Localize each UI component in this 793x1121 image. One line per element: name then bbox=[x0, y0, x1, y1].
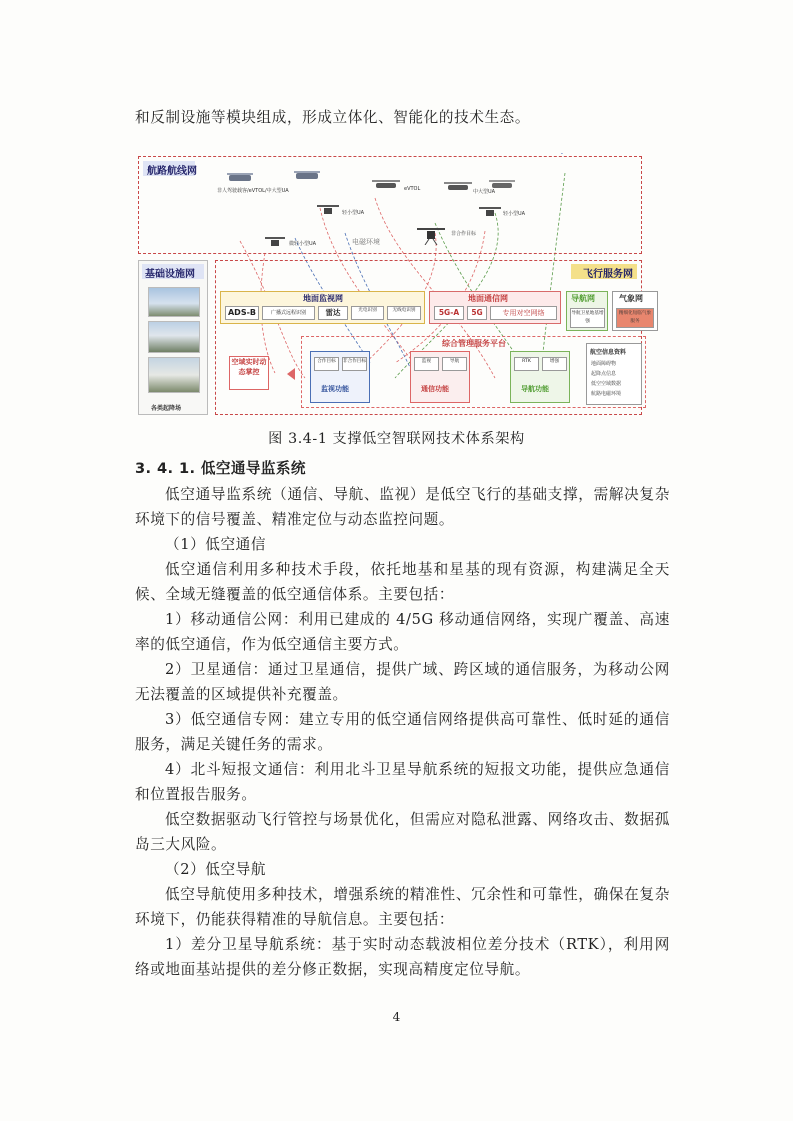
private-network-chip: 专用对空网络 bbox=[490, 306, 557, 320]
subheading: （1）低空通信 bbox=[165, 536, 267, 553]
section-heading: 3. 4. 1. 低空通导监系统 bbox=[135, 460, 306, 477]
5g-chip: 5G bbox=[467, 306, 487, 320]
monitor-function-box bbox=[310, 351, 370, 403]
communication-box bbox=[429, 291, 561, 324]
aviation-info-box bbox=[586, 343, 642, 405]
paragraph: 2）卫星通信：通过卫星通信，提供广域、跨区域的通信服务，为移动公网无法覆盖的区域提供补充覆盖。 bbox=[135, 661, 670, 703]
airport-photo bbox=[148, 287, 200, 317]
evtol-icon bbox=[372, 179, 400, 191]
drone-icon bbox=[417, 225, 445, 245]
tower-photo bbox=[148, 321, 200, 353]
ads-b-chip: ADS-B bbox=[225, 306, 259, 320]
communication-title: 地面通信网 bbox=[468, 294, 508, 303]
remote-id-chip: 广播式远程识别 bbox=[262, 306, 315, 320]
aircraft-label: 微轻小型UA bbox=[289, 241, 317, 247]
paragraph: 低空数据驱动飞行管控与场景优化，但需应对隐私泄露、网络攻击、数据孤岛三大风险。 bbox=[135, 811, 670, 853]
weather-title: 气象网 bbox=[619, 294, 643, 303]
comm-nav-chip: 导航 bbox=[442, 357, 467, 371]
subheading: （2）低空导航 bbox=[165, 861, 267, 878]
radar-chip: 雷达 bbox=[318, 306, 348, 320]
drone-icon bbox=[317, 203, 339, 217]
paragraph: 低空通导监系统（通信、导航、监视）是低空飞行的基础支撑，需解决复杂环境下的信号覆盖、精准定位与动态监控问题。 bbox=[135, 486, 670, 528]
intro-line: 和反制设施等模块组成，形成立体化、智能化的技术生态。 bbox=[135, 109, 531, 126]
drone-icon bbox=[265, 235, 285, 249]
drone-icon bbox=[479, 205, 501, 219]
navigation-box bbox=[566, 291, 608, 331]
cooperative-target-chip: 合作目标 bbox=[314, 357, 339, 371]
info-item: 起降点信息 bbox=[591, 371, 617, 377]
surveillance-box bbox=[220, 291, 425, 324]
weather-service-chip: 精细化短临气象服务 bbox=[616, 308, 654, 328]
evtol-icon bbox=[444, 181, 472, 193]
comm-function-label: 通信功能 bbox=[421, 385, 449, 393]
platform-left bbox=[219, 346, 289, 401]
nav-function-label: 导航功能 bbox=[521, 385, 549, 393]
paragraph: 1）移动通信公网：利用已建成的 4/5G 移动通信网络，实现广覆盖、高速率的低空通信，作为低空通信主要方式。 bbox=[135, 611, 670, 653]
em-environment-label: 电磁环境 bbox=[352, 238, 380, 246]
surveillance-title: 地面监视网 bbox=[303, 294, 343, 303]
route-network-title: 航路航线网 bbox=[147, 166, 197, 177]
rtk-chip: RTK bbox=[514, 357, 539, 371]
vertiport-photo bbox=[148, 357, 200, 393]
infra-network-box bbox=[138, 260, 208, 415]
paragraph: 3）低空通信专网：建立专用的低空通信网络提供高可靠性、低时延的通信服务，满足关键任务的需求。 bbox=[135, 711, 670, 753]
aircraft-label: 轻小型UA bbox=[503, 211, 526, 217]
platform-box bbox=[301, 336, 646, 408]
info-item: 低空空域数据 bbox=[591, 381, 622, 387]
aircraft-label: 轻小型UA bbox=[342, 210, 365, 216]
infra-caption: 各类起降场 bbox=[151, 405, 182, 412]
aircraft-icon bbox=[294, 169, 320, 183]
5g-a-chip: 5G-A bbox=[434, 306, 464, 320]
weather-box bbox=[612, 291, 658, 331]
route-network-box bbox=[138, 156, 642, 254]
augmentation-chip: 增强 bbox=[542, 357, 567, 371]
info-item: 地面障碍物 bbox=[591, 361, 617, 367]
aircraft-label: 中大型UA bbox=[473, 189, 496, 195]
arrow-icon bbox=[287, 368, 295, 380]
navigation-title: 导航网 bbox=[571, 294, 595, 303]
figure-caption: 图 3.4-1 支撑低空智联网技术体系架构 bbox=[268, 431, 525, 447]
comm-monitor-chip: 监视 bbox=[414, 357, 439, 371]
paragraph: 低空通信利用多种技术手段，依托地基和星基的现有资源，构建满足全天候、全域无缝覆盖的低空通信体系。主要包括： bbox=[135, 561, 670, 603]
flight-service-title: 飞行服务网 bbox=[583, 269, 633, 280]
paragraph: 1）差分卫星导航系统：基于实时动态载波相位差分技术（RTK），利用网络或地面基站提供的差分修正数据，实现高精度定位导航。 bbox=[135, 936, 670, 978]
radio-id-chip: 无线电识别 bbox=[387, 306, 421, 320]
paragraph: 低空导航使用多种技术，增强系统的精准性、冗余性和可靠性，确保在复杂环境下，仍能获得精准的导航信息。主要包括： bbox=[135, 886, 670, 928]
aviation-info-title: 航空信息资料 bbox=[590, 349, 627, 356]
page-number: 4 bbox=[392, 1010, 401, 1024]
non-cooperative-target-chip: 非合作目标 bbox=[342, 357, 367, 371]
aircraft-label: 非人驾驶载客/eVTOL/中大型UA bbox=[217, 188, 289, 194]
infra-network-title: 基础设施网 bbox=[145, 269, 195, 280]
paragraph: 4）北斗短报文通信：利用北斗卫星导航系统的短报文功能，提供应急通信和位置报告服务。 bbox=[135, 761, 670, 803]
comm-function-box bbox=[410, 351, 470, 403]
airspace-control-box: 空域实时动态掌控 bbox=[229, 356, 269, 390]
info-item: 航路电磁环境 bbox=[591, 391, 622, 397]
nav-function-box bbox=[510, 351, 570, 403]
architecture-diagram bbox=[135, 153, 652, 415]
aircraft-label: eVTOL bbox=[404, 186, 421, 192]
optical-id-chip: 光电识别 bbox=[351, 306, 384, 320]
gbas-chip: 导航卫星地基增强 bbox=[570, 308, 605, 328]
platform-title: 综合管理服务平台 bbox=[442, 339, 506, 348]
aircraft-label: 非合作目标 bbox=[451, 231, 477, 237]
aircraft-icon bbox=[227, 171, 253, 185]
flight-service-box bbox=[215, 260, 652, 415]
monitor-function-label: 监视功能 bbox=[321, 385, 349, 393]
